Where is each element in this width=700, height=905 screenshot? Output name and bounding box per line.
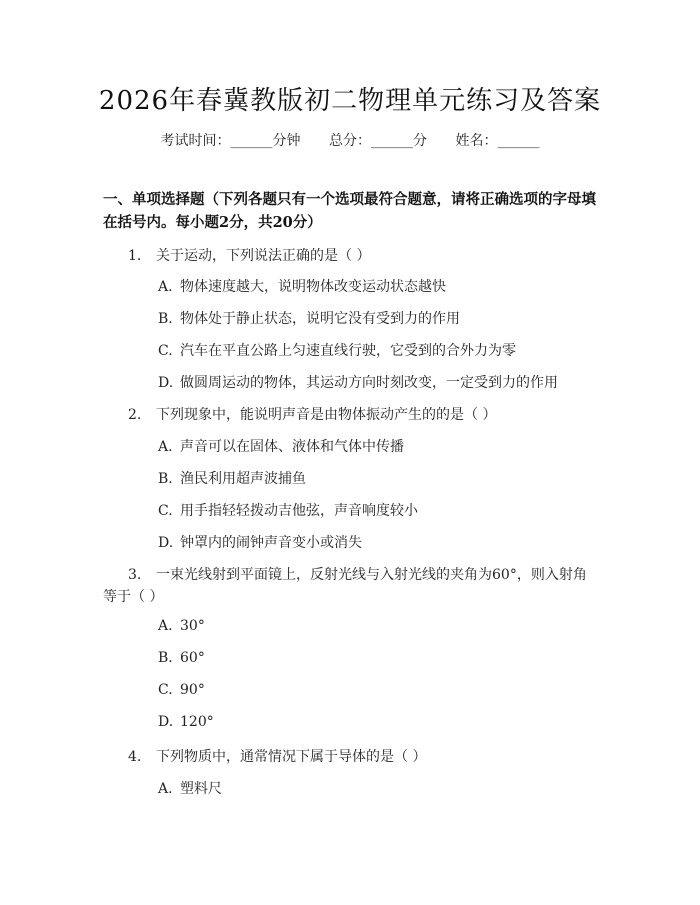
option-text: 汽车在平直公路上匀速直线行驶，它受到的合外力为零 xyxy=(180,343,516,359)
question-2 xyxy=(128,404,496,424)
option-2a xyxy=(158,436,404,456)
option-text: 塑料尺 xyxy=(180,781,222,797)
option-2d xyxy=(158,532,362,552)
option-text: 物体速度越大，说明物体改变运动状态越快 xyxy=(180,279,446,295)
option-letter: D. xyxy=(158,535,174,551)
student-name-field: 姓名：______ xyxy=(455,133,540,149)
option-letter: B. xyxy=(158,311,173,327)
option-text: 120° xyxy=(180,714,214,730)
option-text: 声音可以在固体、液体和气体中传播 xyxy=(180,439,404,455)
option-letter: A. xyxy=(158,781,173,797)
total-score-field: 总分：______分 xyxy=(329,133,427,149)
option-2c xyxy=(158,500,418,520)
option-letter: B. xyxy=(158,471,173,487)
option-1c xyxy=(158,340,516,360)
option-letter: A. xyxy=(158,279,173,295)
option-3b xyxy=(158,650,205,666)
option-letter: A. xyxy=(158,618,173,634)
option-3c xyxy=(158,682,205,698)
option-letter: D. xyxy=(158,714,174,730)
section-heading-single-choice: 一、单项选择题（下列各题只有一个选项最符合题意，请将正确选项的字母填在括号内。每小题2分，共20分） xyxy=(103,191,596,231)
option-text: 60° xyxy=(180,650,205,666)
option-1a xyxy=(158,276,446,296)
option-text: 用手指轻轻拨动吉他弦，声音响度较小 xyxy=(180,503,418,519)
option-letter: A. xyxy=(158,439,173,455)
option-2b xyxy=(158,468,306,488)
option-1b xyxy=(158,308,460,328)
option-letter: C. xyxy=(158,503,173,519)
question-number: 4. xyxy=(128,749,142,765)
question-number: 1. xyxy=(128,248,142,264)
option-3d xyxy=(158,714,214,730)
option-1d xyxy=(158,372,558,392)
option-text: 30° xyxy=(180,618,205,634)
question-4 xyxy=(128,746,426,766)
option-letter: B. xyxy=(158,650,173,666)
question-number: 2. xyxy=(128,407,142,423)
question-text-line2: 等于（ ） xyxy=(103,589,164,605)
option-3a xyxy=(158,618,205,634)
question-number: 3. xyxy=(128,567,142,583)
question-1 xyxy=(128,245,370,265)
option-text: 渔民利用超声波捕鱼 xyxy=(180,471,306,487)
question-text: 下列现象中，能说明声音是由物体振动产生的的是（ ） xyxy=(156,407,497,423)
question-3 xyxy=(128,564,587,584)
option-4a xyxy=(158,778,222,798)
option-text: 钟罩内的闹钟声音变小或消失 xyxy=(180,535,362,551)
option-text: 90° xyxy=(180,682,205,698)
option-text: 做圆周运动的物体，其运动方向时刻改变，一定受到力的作用 xyxy=(180,375,558,391)
option-text: 物体处于静止状态，说明它没有受到力的作用 xyxy=(180,311,460,327)
page-title: 2026年春冀教版初二物理单元练习及答案 xyxy=(98,86,602,116)
option-letter: C. xyxy=(158,682,173,698)
question-text: 关于运动，下列说法正确的是（ ） xyxy=(156,248,371,264)
question-text-line1: 一束光线射到平面镜上，反射光线与入射光线的夹角为60°，则入射角 xyxy=(156,567,587,583)
option-letter: C. xyxy=(158,343,173,359)
option-letter: D. xyxy=(158,375,174,391)
question-text: 下列物质中，通常情况下属于导体的是（ ） xyxy=(156,749,427,765)
exam-time-field: 考试时间：______分钟 xyxy=(160,133,301,149)
question-3-continuation xyxy=(103,586,163,606)
exam-meta xyxy=(0,130,700,150)
